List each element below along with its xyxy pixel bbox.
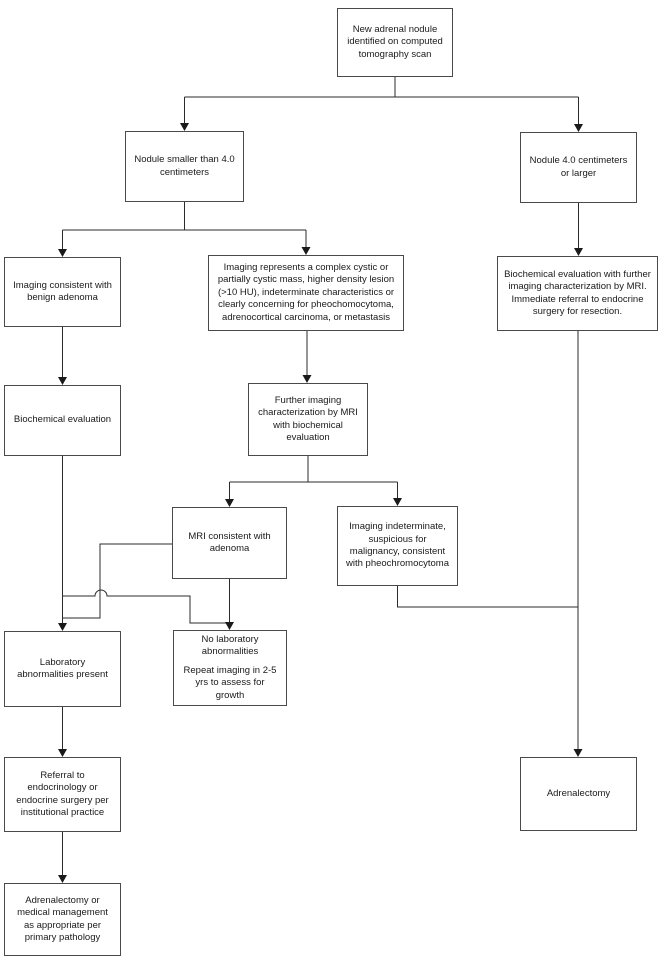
node-text: New adrenal nodule identified on computed tomography scan bbox=[347, 23, 443, 60]
node-imaging-complex-cystic bbox=[208, 255, 404, 331]
node-referral-endocrinology bbox=[4, 757, 121, 832]
node-text: Referral to endocrinology or endocrine surgery per institutional practice bbox=[16, 769, 109, 818]
node-text: Imaging represents a complex cystic or partially cystic mass, higher density lesion (>10 HU), indeterminate characteristics or clearly concerning for pheochomocytoma, adrenocortical carcinoma, or metastasis bbox=[217, 262, 395, 323]
node-text: No laboratory abnormalities bbox=[201, 634, 259, 658]
node-biochemical-evaluation bbox=[4, 385, 121, 456]
node-text: Imaging indeterminate, suspicious for malignancy, consistent with pheochromocytoma bbox=[346, 521, 449, 570]
node-nodule-smaller-than-4cm bbox=[125, 131, 244, 202]
node-text: MRI consistent with adenoma bbox=[188, 530, 271, 554]
node-no-lab-abnormalities bbox=[173, 630, 287, 706]
node-text: Nodule smaller than 4.0 centimeters bbox=[134, 154, 235, 178]
node-text: Nodule 4.0 centimeters or larger bbox=[529, 155, 628, 179]
node-text: Repeat imaging in 2-5 yrs to assess for growth bbox=[183, 664, 277, 701]
node-adrenalectomy bbox=[520, 757, 637, 831]
node-nodule-4cm-or-larger bbox=[520, 132, 637, 203]
node-new-adrenal-nodule bbox=[337, 8, 453, 77]
node-biochemical-eval-mri-referral bbox=[497, 256, 658, 331]
node-further-imaging-mri bbox=[248, 383, 368, 456]
node-text: Adrenalectomy or medical management as appropriate per primary pathology bbox=[17, 894, 108, 943]
node-imaging-benign-adenoma bbox=[4, 257, 121, 327]
node-text: Adrenalectomy bbox=[546, 787, 611, 799]
node-adrenalectomy-or-medical bbox=[4, 883, 121, 956]
node-text: Imaging consistent with benign adenoma bbox=[13, 279, 112, 303]
node-text: Further imaging characterization by MRI with biochemical evaluation bbox=[258, 394, 358, 443]
node-mri-consistent-adenoma bbox=[172, 507, 287, 579]
node-imaging-indeterminate bbox=[337, 506, 458, 586]
node-text: Biochemical evaluation bbox=[13, 414, 112, 426]
node-text: Biochemical evaluation with further imaging characterization by MRI. Immediate referral to endocrine surgery for resection. bbox=[504, 268, 651, 317]
node-text: Laboratory abnormalities present bbox=[17, 656, 108, 680]
node-lab-abnormalities-present bbox=[4, 631, 121, 707]
